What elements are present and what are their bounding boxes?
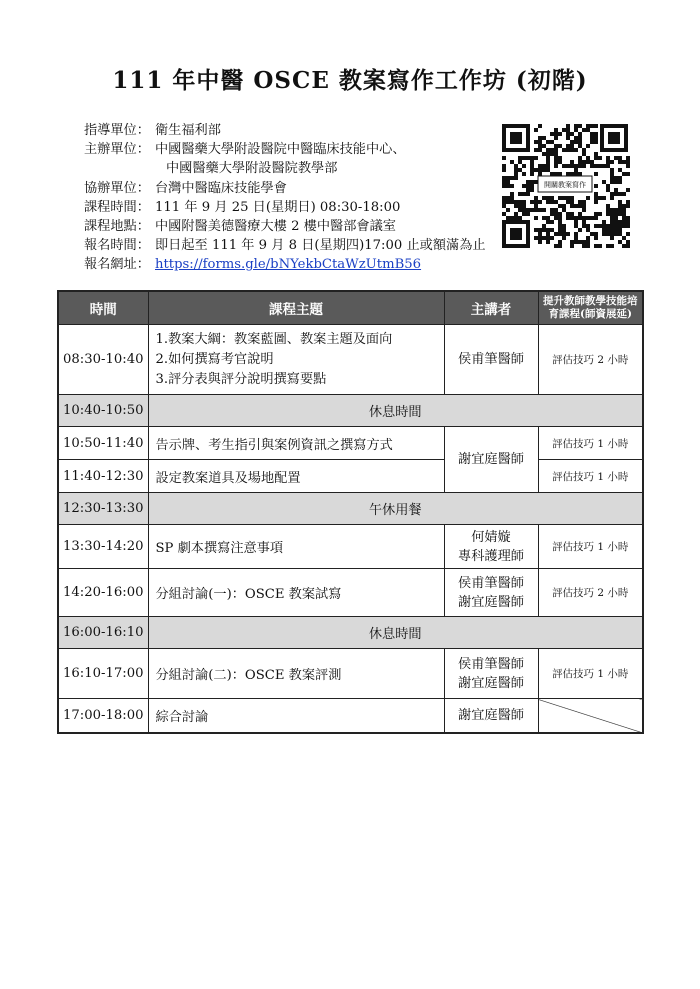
row-speaker: 侯甫筆醫師 — [444, 325, 538, 395]
info-row-time — [84, 198, 486, 217]
row-time: 11:40-12:30 — [58, 460, 148, 493]
row-time: 13:30-14:20 — [58, 525, 148, 569]
row-topic: 設定教案道具及場地配置 — [148, 460, 444, 493]
table-row — [58, 427, 643, 460]
table-header-row — [58, 291, 643, 325]
organizer-label: 指導單位： — [84, 123, 150, 138]
co-host-value: 台灣中醫臨床技能學會 — [155, 180, 287, 196]
info-row-co-host — [84, 179, 486, 198]
row-time: 10:40-10:50 — [58, 395, 148, 427]
info-row-url — [84, 255, 486, 274]
info-row-signup — [84, 236, 486, 255]
row-credit: 評估技巧 1 小時 — [538, 460, 643, 493]
row-speaker: 謝宜庭醫師 — [444, 699, 538, 733]
row-speaker — [444, 569, 538, 617]
row-speaker — [444, 649, 538, 699]
host-value-1: 中國醫藥大學附設醫院中醫臨床技能中心、 — [155, 142, 406, 158]
url-label: 報名網址： — [84, 257, 150, 273]
table-row — [58, 649, 643, 699]
speaker-line: 何婧嫙 — [471, 529, 511, 545]
table-row-break — [58, 395, 643, 427]
row-credit: 評估技巧 1 小時 — [538, 649, 643, 699]
table-row-break — [58, 493, 643, 525]
table-row — [58, 525, 643, 569]
table-row — [58, 460, 643, 493]
row-time: 17:00-18:00 — [58, 699, 148, 733]
header-topic: 課程主題 — [148, 291, 444, 325]
header-credit: 提升教師教學技能培育課程(師資展延) — [538, 291, 643, 325]
course-info — [84, 121, 486, 275]
topic-line: 1.教案大綱：教案藍圖、教案主題及面向 — [155, 331, 393, 347]
co-host-label: 協辦單位： — [84, 180, 150, 196]
row-credit: 評估技巧 2 小時 — [538, 325, 643, 395]
break-label: 午休用餐 — [148, 493, 643, 525]
row-topic: 告示牌、考生指引與案例資訊之撰寫方式 — [148, 427, 444, 460]
row-topic: 綜合討論 — [148, 699, 444, 733]
row-topic: SP 劇本撰寫注意事項 — [148, 525, 444, 569]
row-topic: 分組討論(一)：OSCE 教案試寫 — [148, 569, 444, 617]
table-row — [58, 699, 643, 733]
table-row — [58, 569, 643, 617]
page-title: 111 年中醫 OSCE 教案寫作工作坊 (初階) — [112, 67, 588, 94]
schedule-table — [57, 290, 644, 734]
row-speaker — [444, 525, 538, 569]
info-row-host-cont — [84, 159, 486, 178]
speaker-line: 謝宜庭醫師 — [458, 594, 524, 610]
header-time: 時間 — [58, 291, 148, 325]
table-row — [58, 325, 643, 395]
topic-line: 3.評分表與評分說明撰寫要點 — [155, 371, 327, 387]
break-label: 休息時間 — [148, 617, 643, 649]
signup-label: 報名時間： — [84, 238, 150, 254]
break-label: 休息時間 — [148, 395, 643, 427]
qr-code-icon[interactable] — [500, 122, 630, 250]
row-time: 14:20-16:00 — [58, 569, 148, 617]
row-time: 10:50-11:40 — [58, 427, 148, 460]
topic-line: 2.如何撰寫考官說明 — [155, 351, 274, 367]
table-row-break — [58, 617, 643, 649]
speaker-line: 侯甫筆醫師 — [458, 656, 524, 672]
row-time: 16:10-17:00 — [58, 649, 148, 699]
info-row-host — [84, 140, 486, 159]
row-time: 12:30-13:30 — [58, 493, 148, 525]
header-speaker: 主講者 — [444, 291, 538, 325]
row-speaker: 謝宜庭醫師 — [444, 427, 538, 493]
host-label: 主辦單位： — [84, 142, 150, 158]
info-row-organizer — [84, 121, 486, 140]
place-value: 中國附醫美德醫療大樓 2 樓中醫部會議室 — [155, 219, 396, 235]
speaker-line: 謝宜庭醫師 — [458, 675, 524, 691]
row-credit: 評估技巧 1 小時 — [538, 427, 643, 460]
qr-caption: 開關教案寫作 — [544, 181, 586, 189]
signup-value: 即日起至 111 年 9 月 8 日(星期四)17:00 止或額滿為止 — [155, 238, 486, 254]
row-credit: 評估技巧 2 小時 — [538, 569, 643, 617]
info-row-place — [84, 217, 486, 236]
row-credit: 評估技巧 1 小時 — [538, 525, 643, 569]
speaker-line: 侯甫筆醫師 — [458, 575, 524, 591]
organizer-value: 衛生福利部 — [155, 123, 221, 138]
time-label: 課程時間： — [84, 199, 150, 215]
row-topic: 分組討論(二)：OSCE 教案評測 — [148, 649, 444, 699]
host-value-2: 中國醫藥大學附設醫院教學部 — [166, 161, 338, 177]
row-topic — [148, 325, 444, 395]
place-label: 課程地點： — [84, 219, 150, 235]
time-value: 111 年 9 月 25 日(星期日) 08:30-18:00 — [155, 199, 401, 215]
empty-credit-cell — [538, 699, 643, 733]
row-time: 16:00-16:10 — [58, 617, 148, 649]
speaker-line: 專科護理師 — [458, 548, 524, 564]
row-time: 08:30-10:40 — [58, 325, 148, 395]
signup-link[interactable]: https://forms.gle/bNYekbCtaWzUtmB56 — [155, 257, 422, 273]
